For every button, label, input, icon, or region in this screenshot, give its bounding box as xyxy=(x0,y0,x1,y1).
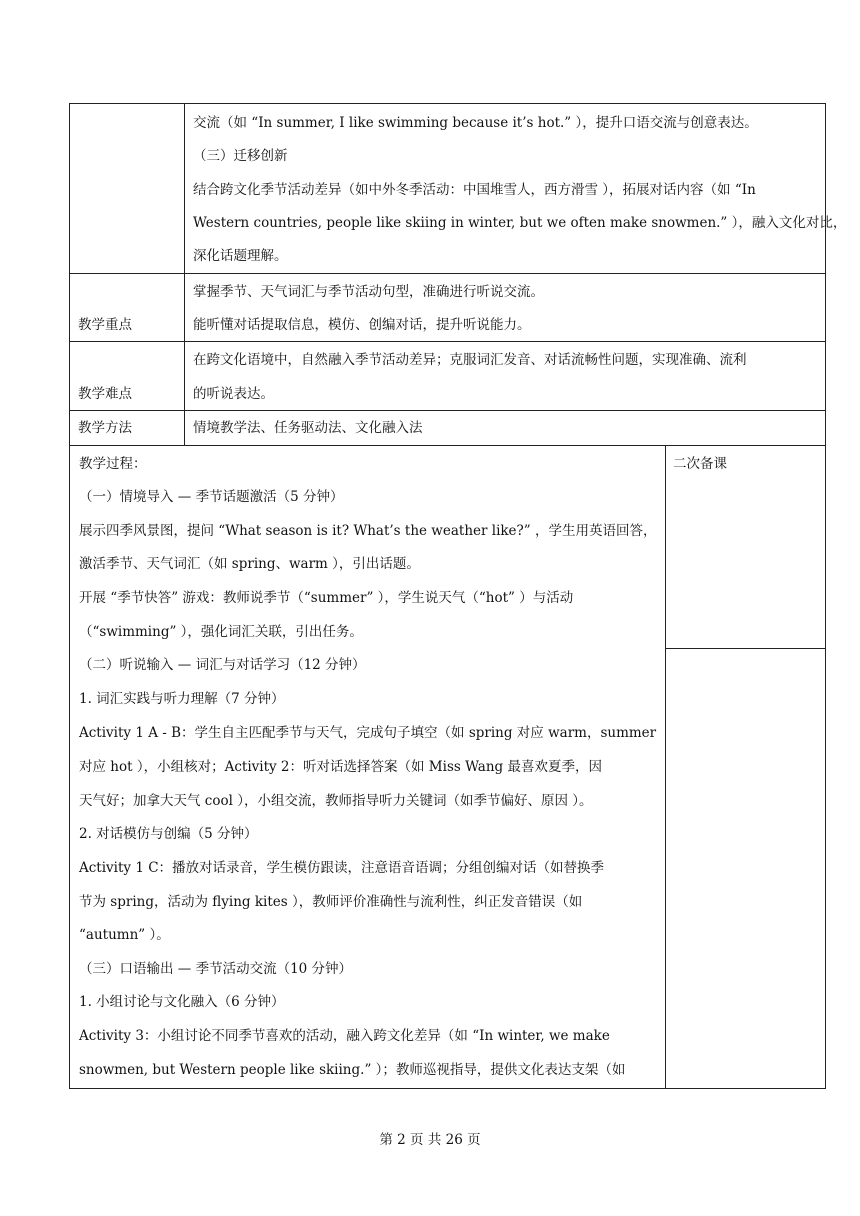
text-line: snowmen, but Western people like skiing.” ）；教师巡视指导，提供文化表达支架（如 xyxy=(79,1062,626,1078)
text-line: 结合跨文化季节活动差异（如中外冬季活动：中国堆雪人，西方滑雪 ），拓展对话内容（如 “In xyxy=(193,182,756,198)
table-row-methods-content xyxy=(184,410,826,446)
text-line: “autumn” ）。 xyxy=(79,927,170,943)
second-preparation-label: 二次备课 xyxy=(673,456,727,472)
text-line: Activity 1 A - B：学生自主匹配季节与天气，完成句子填空（如 spring 对应 warm，summer xyxy=(79,725,657,741)
section-heading: （三）迁移创新 xyxy=(193,148,288,164)
subsection-heading: 1. 词汇实践与听力理解（7 分钟） xyxy=(79,691,285,707)
row-label-methods: 教学方法 xyxy=(78,420,132,436)
section-heading: （三）口语输出 — 季节活动交流（10 分钟） xyxy=(79,961,353,977)
subsection-heading: 2. 对话模仿与创编（5 分钟） xyxy=(79,826,258,842)
page-footer: 第 2 页 共 26 页 xyxy=(379,1132,481,1148)
text-line: 天气好；加拿大天气 cool ），小组交流，教师指导听力关键词（如季节偏好、原因 ）。 xyxy=(79,793,593,809)
text-line: 的听说表达。 xyxy=(193,386,274,402)
text-line: 节为 spring，活动为 flying kites ），教师评价准确性与流利性，纠正发音错误（如 xyxy=(79,894,583,910)
text-line: Activity 1 C：播放对话录音，学生模仿跟读，注意语音语调；分组创编对话（如替换季 xyxy=(79,860,605,876)
row-label-key-points: 教学重点 xyxy=(78,317,132,333)
subsection-heading: 1. 小组讨论与文化融入（6 分钟） xyxy=(79,994,285,1010)
row-label-difficulties: 教学难点 xyxy=(78,386,132,402)
text-line: Activity 3：小组讨论不同季节喜欢的活动，融入跨文化差异（如 “In winter, we make xyxy=(79,1028,610,1044)
text-line: 激活季节、天气词汇（如 spring、warm ），引出话题。 xyxy=(79,556,420,572)
text-line: （“swimming” ），强化词汇关联，引出任务。 xyxy=(79,624,363,640)
table-row-continuation-left xyxy=(69,103,185,274)
table-row-key-points-content xyxy=(184,273,826,342)
text-line: 能听懂对话提取信息，模仿、创编对话，提升听说能力。 xyxy=(193,317,531,333)
table-row-process-side-top xyxy=(665,445,826,649)
text-line: 对应 hot ），小组核对；Activity 2：听对话选择答案（如 Miss Wang 最喜欢夏季，因 xyxy=(79,759,602,775)
text-line: 情境教学法、任务驱动法、文化融入法 xyxy=(193,420,423,436)
table-row-difficulties-label-cell xyxy=(69,341,185,411)
section-heading: （二）听说输入 — 词汇与对话学习（12 分钟） xyxy=(79,657,366,673)
table-row-process-side-bottom xyxy=(665,648,826,1089)
table-row-methods-label-cell xyxy=(69,410,185,446)
table-row-continuation-content xyxy=(184,103,847,274)
process-title: 教学过程： xyxy=(79,456,147,472)
text-line: 开展 “季节快答” 游戏：教师说季节（“summer” ），学生说天气（“hot” ）与活动 xyxy=(79,590,574,606)
text-line: 深化话题理解。 xyxy=(193,248,288,264)
table-row-key-points-label-cell xyxy=(69,273,185,342)
text-line: 掌握季节、天气词汇与季节活动句型，准确进行听说交流。 xyxy=(193,284,544,300)
text-line: 展示四季风景图，提问 “What season is it? What’s the weather like?” ，学生用英语回答， xyxy=(79,523,657,539)
table-row-process-content xyxy=(69,445,666,1089)
text-line: Western countries, people like skiing in winter, but we often make snowmen.” ），融入文化对比， xyxy=(193,215,847,231)
text-line: 交流（如 “In summer, I like swimming because it’s hot.” ），提升口语交流与创意表达。 xyxy=(193,115,758,131)
section-heading: （一）情境导入 — 季节话题激活（5 分钟） xyxy=(79,489,344,505)
table-row-difficulties-content xyxy=(184,341,826,411)
text-line: 在跨文化语境中，自然融入季节活动差异；克服词汇发音、对话流畅性问题，实现准确、流利 xyxy=(193,352,747,368)
